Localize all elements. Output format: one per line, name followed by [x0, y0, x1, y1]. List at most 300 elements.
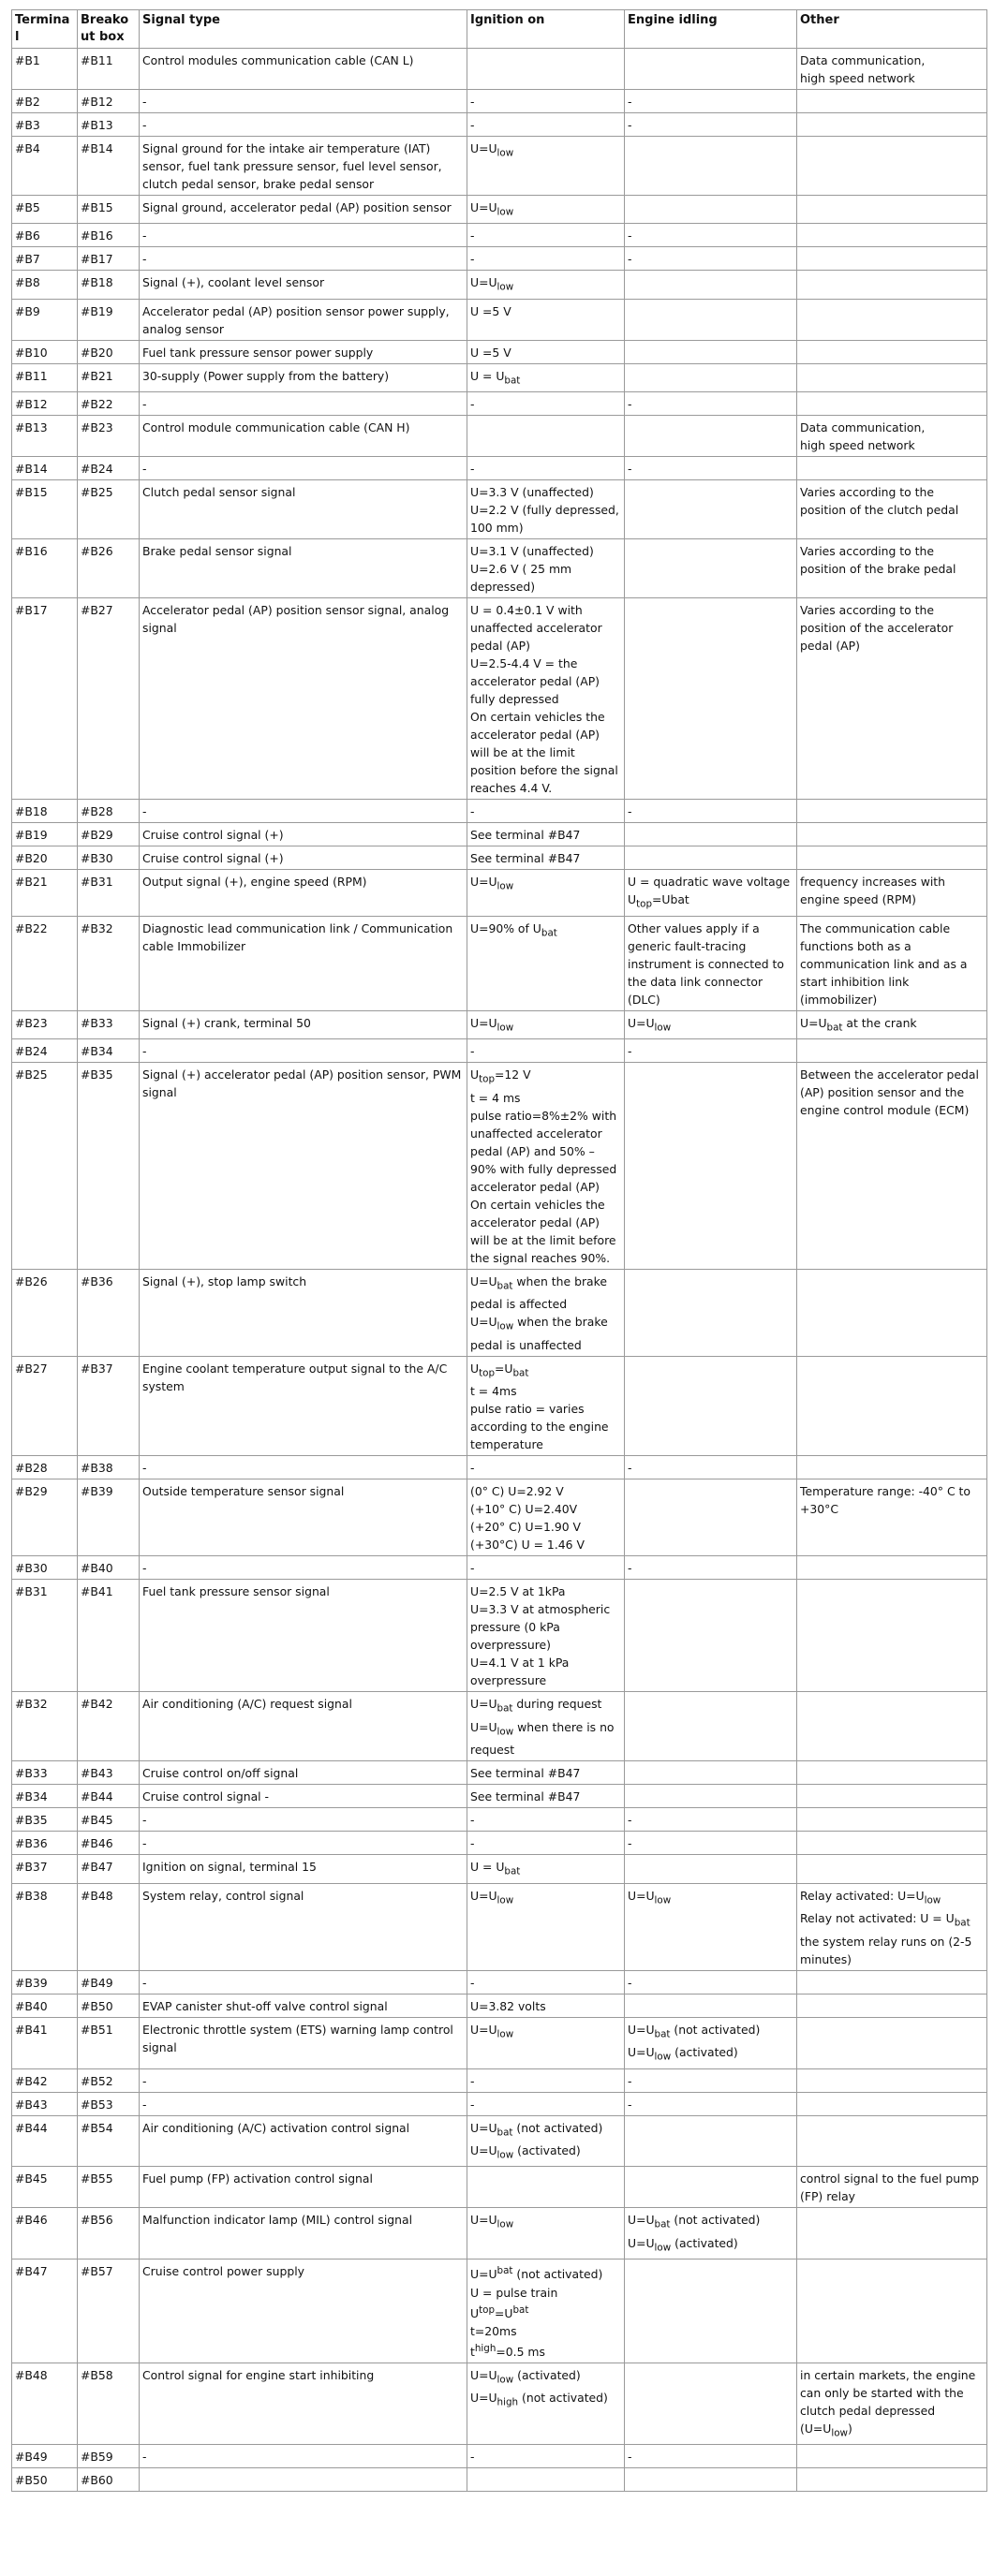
other-cell	[797, 800, 987, 823]
table-row	[12, 2167, 987, 2208]
engine-idling-cell	[625, 224, 797, 247]
table-body	[12, 49, 987, 2492]
table-row	[12, 1883, 987, 1970]
ignition-on-cell-line: $U=U_{low}$	[470, 275, 514, 293]
table-row	[12, 392, 987, 416]
other-cell-line: in certain markets, the engine can only be started with the clutch pedal depressed $(U=U_{low})$	[800, 2367, 976, 2439]
terminal-cell: #B19	[12, 823, 78, 846]
ignition-on-cell-line: $U=U_{low}$ when the brake pedal is unaffected	[470, 1315, 608, 1352]
other-cell-line: Varies according to the position of the clutch pedal	[800, 485, 959, 518]
ignition-on-cell-line: $U=U_{low}$	[470, 2213, 514, 2230]
engine-idling-cell-line: -	[628, 1836, 632, 1851]
breakout-box-cell: #B19	[78, 299, 140, 340]
ignition-on-cell	[467, 1832, 625, 1855]
engine-idling-cell	[625, 1556, 797, 1580]
terminal-cell: #B7	[12, 247, 78, 271]
signal-type-cell: Signal ground, accelerator pedal (AP) position sensor	[140, 196, 467, 224]
engine-idling-cell	[625, 299, 797, 340]
engine-idling-cell	[625, 1832, 797, 1855]
ignition-on-cell-line: -	[470, 1461, 475, 1476]
other-cell	[797, 1808, 987, 1832]
engine-idling-cell-line: $U=U_{low}$ (activated)	[628, 2045, 738, 2063]
table-row	[12, 2115, 987, 2167]
ignition-on-cell	[467, 1063, 625, 1269]
engine-idling-cell	[625, 457, 797, 480]
other-cell	[797, 2167, 987, 2208]
other-cell-line: Data communication,	[800, 53, 926, 67]
other-cell	[797, 1883, 987, 1970]
signal-type-cell: Fuel tank pressure sensor power supply	[140, 340, 467, 363]
breakout-box-cell: #B38	[78, 1456, 140, 1479]
other-cell	[797, 2017, 987, 2068]
breakout-box-cell: #B15	[78, 196, 140, 224]
ignition-on-cell-line: See terminal #B47	[470, 1789, 581, 1804]
ignition-on-cell	[467, 539, 625, 598]
engine-idling-cell-line: -	[628, 1044, 632, 1059]
other-cell	[797, 2468, 987, 2492]
terminal-cell: #B24	[12, 1039, 78, 1063]
engine-idling-cell	[625, 340, 797, 363]
ignition-on-cell	[467, 457, 625, 480]
engine-idling-cell-line: $U=U_{bat}$ (not activated)	[628, 2213, 761, 2230]
other-cell	[797, 247, 987, 271]
terminal-cell: #B27	[12, 1356, 78, 1455]
table-row	[12, 2092, 987, 2115]
signal-type-cell: -	[140, 1456, 467, 1479]
signal-type-cell: Fuel pump (FP) activation control signal	[140, 2167, 467, 2208]
ignition-on-cell-line: See terminal #B47	[470, 851, 581, 866]
terminal-cell: #B20	[12, 846, 78, 870]
ignition-on-cell	[467, 2468, 625, 2492]
engine-idling-cell	[625, 1039, 797, 1063]
engine-idling-cell	[625, 2468, 797, 2492]
other-cell	[797, 1039, 987, 1063]
engine-idling-cell-line: $U=U_{bat}$ (not activated)	[628, 2022, 761, 2040]
ignition-on-cell	[467, 1785, 625, 1808]
terminal-cell: #B10	[12, 340, 78, 363]
ignition-on-cell-line: U=2.6 V ( 25 mm depressed)	[470, 562, 572, 595]
table-row	[12, 416, 987, 457]
other-cell-line: Relay not activated: $U = U_{bat}$	[800, 1911, 971, 1929]
ignition-on-cell-line: U=90% of $U_{bat}$	[470, 920, 557, 939]
engine-idling-cell	[625, 247, 797, 271]
ignition-on-cell-line: -	[470, 1813, 475, 1828]
breakout-box-cell: #B21	[78, 363, 140, 391]
breakout-box-cell: #B32	[78, 916, 140, 1010]
other-cell	[797, 1761, 987, 1785]
ignition-on-cell-line: $U=U_{high}$ (not activated)	[470, 2391, 608, 2408]
signal-type-cell: Control modules communication cable (CAN L)	[140, 49, 467, 90]
engine-idling-cell	[625, 196, 797, 224]
other-cell	[797, 1994, 987, 2017]
breakout-box-cell: #B14	[78, 137, 140, 196]
engine-idling-cell	[625, 539, 797, 598]
breakout-box-cell: #B30	[78, 846, 140, 870]
signal-type-cell: -	[140, 113, 467, 137]
terminal-cell: #B14	[12, 457, 78, 480]
breakout-box-cell: #B41	[78, 1580, 140, 1692]
ignition-on-cell-line: $U^{top}=U^{bat}$	[470, 2304, 529, 2320]
table-row	[12, 2017, 987, 2068]
engine-idling-cell-line: U = quadratic wave voltage	[628, 875, 791, 890]
ignition-on-cell-line: On certain vehicles the accelerator pedal (AP) will be at the limit position before the signal reaches 4.4 V.	[470, 710, 618, 796]
engine-idling-cell-line: -	[628, 95, 632, 109]
signal-type-cell: Cruise control on/off signal	[140, 1761, 467, 1785]
ignition-on-cell	[467, 49, 625, 90]
other-cell	[797, 1785, 987, 1808]
other-cell	[797, 870, 987, 916]
signal-type-cell: Accelerator pedal (AP) position sensor signal, analog signal	[140, 598, 467, 800]
ignition-on-cell-line: $U = U_{bat}$	[470, 1860, 521, 1877]
engine-idling-cell	[625, 1580, 797, 1692]
table-row	[12, 598, 987, 800]
breakout-box-cell: #B37	[78, 1356, 140, 1455]
breakout-box-cell: #B36	[78, 1269, 140, 1356]
ignition-on-cell	[467, 90, 625, 113]
signal-type-cell	[140, 2468, 467, 2492]
terminal-cell: #B35	[12, 1808, 78, 1832]
breakout-box-cell: #B13	[78, 113, 140, 137]
engine-idling-cell	[625, 271, 797, 299]
signal-type-cell: Output signal (+), engine speed (RPM)	[140, 870, 467, 916]
terminal-cell: #B23	[12, 1010, 78, 1038]
table-row	[12, 1456, 987, 1479]
ignition-on-cell	[467, 1556, 625, 1580]
engine-idling-cell	[625, 916, 797, 1010]
ignition-on-cell-line: $t^{high}=0.5$ ms	[470, 2342, 545, 2359]
ignition-on-cell-line: -	[470, 2073, 475, 2088]
header-other: Other	[797, 10, 987, 49]
breakout-box-cell: #B49	[78, 1970, 140, 1994]
engine-idling-cell	[625, 480, 797, 539]
engine-idling-cell	[625, 2167, 797, 2208]
ignition-on-cell	[467, 1580, 625, 1692]
signal-type-cell: -	[140, 1808, 467, 1832]
header-ignition-on: Ignition on	[467, 10, 625, 49]
table-row	[12, 846, 987, 870]
terminal-cell: #B3	[12, 113, 78, 137]
ignition-on-cell	[467, 1356, 625, 1455]
engine-idling-cell	[625, 2068, 797, 2092]
ignition-on-cell	[467, 299, 625, 340]
ignition-on-cell-line: $U=U_{low}$	[470, 2022, 514, 2040]
terminal-cell: #B31	[12, 1580, 78, 1692]
terminal-cell: #B33	[12, 1761, 78, 1785]
ignition-on-cell	[467, 1269, 625, 1356]
other-cell	[797, 1832, 987, 1855]
table-row	[12, 1994, 987, 2017]
other-cell	[797, 113, 987, 137]
terminal-cell: #B36	[12, 1832, 78, 1855]
terminal-cell: #B17	[12, 598, 78, 800]
engine-idling-cell	[625, 1692, 797, 1761]
ignition-on-cell-line: $U=U_{bat}$ (not activated)	[470, 2120, 603, 2138]
ignition-on-cell	[467, 2115, 625, 2167]
breakout-box-cell: #B20	[78, 340, 140, 363]
ignition-on-cell-line: $U_{top}=U_{bat}$	[470, 1361, 529, 1379]
signal-type-cell: -	[140, 2068, 467, 2092]
ignition-on-cell	[467, 137, 625, 196]
ignition-on-cell	[467, 823, 625, 846]
engine-idling-cell	[625, 1883, 797, 1970]
other-cell	[797, 916, 987, 1010]
ignition-on-cell-line: -	[470, 1975, 475, 1990]
engine-idling-cell	[625, 2445, 797, 2468]
engine-idling-cell	[625, 1456, 797, 1479]
breakout-box-cell: #B59	[78, 2445, 140, 2468]
terminal-cell: #B46	[12, 2208, 78, 2260]
engine-idling-cell-line: $U_{top}=Ubat$	[628, 892, 689, 910]
other-cell	[797, 1269, 987, 1356]
terminal-cell: #B50	[12, 2468, 78, 2492]
signal-type-cell: Signal ground for the intake air temperature (IAT) sensor, fuel tank pressure sensor, fuel level sensor, clutch pedal sensor, brake pedal sensor	[140, 137, 467, 196]
other-cell-line: Data communication,	[800, 420, 926, 435]
table-row	[12, 196, 987, 224]
ignition-on-cell-line: $U=U_{low}$ (activated)	[470, 2142, 581, 2161]
other-cell	[797, 846, 987, 870]
ignition-on-cell	[467, 870, 625, 916]
ignition-on-cell-line: -	[470, 1044, 475, 1059]
ignition-on-cell-line: t = 4ms	[470, 1384, 517, 1399]
ignition-on-cell	[467, 1692, 625, 1761]
ignition-on-cell	[467, 2445, 625, 2468]
header-engine-idling: Engine idling	[625, 10, 797, 49]
breakout-box-cell: #B46	[78, 1832, 140, 1855]
breakout-box-cell: #B53	[78, 2092, 140, 2115]
table-row	[12, 2260, 987, 2363]
ignition-on-cell-line: -	[470, 1561, 475, 1576]
ignition-on-cell	[467, 2017, 625, 2068]
breakout-box-cell: #B44	[78, 1785, 140, 1808]
table-row	[12, 1580, 987, 1692]
ignition-on-cell	[467, 340, 625, 363]
engine-idling-cell	[625, 1970, 797, 1994]
terminal-cell: #B42	[12, 2068, 78, 2092]
engine-idling-cell	[625, 1808, 797, 1832]
engine-idling-cell-line: -	[628, 1813, 632, 1828]
other-cell	[797, 2068, 987, 2092]
table-row	[12, 1785, 987, 1808]
engine-idling-cell-line: -	[628, 1561, 632, 1576]
terminal-cell: #B34	[12, 1785, 78, 1808]
table-row	[12, 1556, 987, 1580]
ignition-on-cell-line: -	[470, 804, 475, 819]
ignition-on-cell-line: -	[470, 252, 475, 267]
engine-idling-cell-line: -	[628, 1461, 632, 1476]
other-cell	[797, 823, 987, 846]
engine-idling-cell-line: -	[628, 118, 632, 132]
signal-type-cell: -	[140, 1832, 467, 1855]
ignition-on-cell	[467, 2260, 625, 2363]
breakout-box-cell: #B28	[78, 800, 140, 823]
terminal-cell: #B38	[12, 1883, 78, 1970]
engine-idling-cell	[625, 1269, 797, 1356]
ignition-on-cell-line: See terminal #B47	[470, 828, 581, 843]
ignition-on-cell-line: (+10° C) U=2.40V	[470, 1502, 578, 1517]
ignition-on-cell	[467, 1010, 625, 1038]
breakout-box-cell: #B25	[78, 480, 140, 539]
engine-idling-cell	[625, 1761, 797, 1785]
other-cell	[797, 2260, 987, 2363]
breakout-box-cell: #B27	[78, 598, 140, 800]
signal-type-cell: -	[140, 800, 467, 823]
breakout-box-cell: #B16	[78, 224, 140, 247]
ignition-on-cell-line: U =5 V	[470, 303, 511, 318]
engine-idling-cell-line: -	[628, 228, 632, 243]
engine-idling-cell	[625, 363, 797, 391]
ignition-on-cell	[467, 2208, 625, 2260]
signal-type-cell: EVAP canister shut-off valve control signal	[140, 1994, 467, 2017]
engine-idling-cell	[625, 800, 797, 823]
other-cell	[797, 539, 987, 598]
signal-type-cell: Brake pedal sensor signal	[140, 539, 467, 598]
ignition-on-cell	[467, 1883, 625, 1970]
ignition-on-cell	[467, 416, 625, 457]
signal-type-cell: Clutch pedal sensor signal	[140, 480, 467, 539]
ignition-on-cell-line: $U=U_{low}$	[470, 141, 514, 159]
other-cell	[797, 2445, 987, 2468]
breakout-box-cell: #B47	[78, 1855, 140, 1883]
ignition-on-cell-line: See terminal #B47	[470, 1766, 581, 1781]
breakout-box-cell: #B12	[78, 90, 140, 113]
ignition-on-cell-line: U = pulse train	[470, 2285, 558, 2300]
signal-type-cell: Diagnostic lead communication link / Communication cable Immobilizer	[140, 916, 467, 1010]
engine-idling-cell	[625, 392, 797, 416]
table-row	[12, 247, 987, 271]
engine-idling-cell	[625, 598, 797, 800]
engine-idling-cell	[625, 2115, 797, 2167]
engine-idling-cell-line: -	[628, 397, 632, 412]
terminal-cell: #B37	[12, 1855, 78, 1883]
terminal-cell: #B41	[12, 2017, 78, 2068]
terminal-cell: #B40	[12, 1994, 78, 2017]
breakout-box-cell: #B55	[78, 2167, 140, 2208]
other-cell	[797, 392, 987, 416]
other-cell	[797, 1456, 987, 1479]
terminal-cell: #B18	[12, 800, 78, 823]
ignition-on-cell-line: -	[470, 118, 475, 132]
signal-type-cell: -	[140, 1556, 467, 1580]
signal-table-container	[11, 9, 986, 2492]
breakout-box-cell: #B57	[78, 2260, 140, 2363]
table-header-row	[12, 10, 987, 49]
terminal-cell: #B22	[12, 916, 78, 1010]
signal-type-cell: Signal (+), stop lamp switch	[140, 1269, 467, 1356]
other-cell-line: Relay activated: $U=U_{low}$	[800, 1888, 941, 1906]
breakout-box-cell: #B58	[78, 2363, 140, 2444]
terminal-cell: #B8	[12, 271, 78, 299]
table-row	[12, 2363, 987, 2444]
other-cell-line: frequency increases with engine speed (RPM)	[800, 875, 945, 907]
table-row	[12, 2468, 987, 2492]
table-row	[12, 870, 987, 916]
signal-type-cell: System relay, control signal	[140, 1883, 467, 1970]
terminal-cell: #B45	[12, 2167, 78, 2208]
signal-type-cell: Signal (+) accelerator pedal (AP) position sensor, PWM signal	[140, 1063, 467, 1269]
table-row	[12, 1010, 987, 1038]
ignition-on-cell	[467, 846, 625, 870]
engine-idling-cell	[625, 2363, 797, 2444]
breakout-box-cell: #B51	[78, 2017, 140, 2068]
ignition-on-cell	[467, 113, 625, 137]
other-cell	[797, 363, 987, 391]
ignition-on-cell	[467, 1994, 625, 2017]
breakout-box-cell: #B35	[78, 1063, 140, 1269]
other-cell-line: Varies according to the position of the brake pedal	[800, 544, 956, 577]
ignition-on-cell	[467, 363, 625, 391]
other-cell	[797, 598, 987, 800]
terminal-cell: #B49	[12, 2445, 78, 2468]
signal-type-cell: Air conditioning (A/C) activation control signal	[140, 2115, 467, 2167]
ignition-on-cell-line: pulse ratio = varies according to the engine temperature	[470, 1402, 609, 1452]
table-row	[12, 1356, 987, 1455]
ignition-on-cell	[467, 2167, 625, 2208]
table-row	[12, 1832, 987, 1855]
breakout-box-cell: #B45	[78, 1808, 140, 1832]
table-row	[12, 271, 987, 299]
terminal-cell: #B28	[12, 1456, 78, 1479]
terminal-cell: #B11	[12, 363, 78, 391]
other-cell	[797, 340, 987, 363]
terminal-cell: #B9	[12, 299, 78, 340]
engine-idling-cell	[625, 1010, 797, 1038]
engine-idling-cell-line: $U=U_{low}$	[628, 1888, 672, 1906]
engine-idling-cell-line: -	[628, 804, 632, 819]
ignition-on-cell	[467, 271, 625, 299]
breakout-box-cell: #B39	[78, 1479, 140, 1556]
ignition-on-cell-line: $U_{top}=12$ V	[470, 1067, 531, 1085]
other-cell	[797, 2115, 987, 2167]
other-cell-line: high speed network	[800, 71, 915, 85]
table-row	[12, 539, 987, 598]
signal-type-cell: -	[140, 224, 467, 247]
ignition-on-cell-line: U = 0.4±0.1 V with unaffected accelerator pedal (AP)	[470, 603, 602, 654]
terminal-cell: #B44	[12, 2115, 78, 2167]
engine-idling-cell	[625, 1785, 797, 1808]
engine-idling-cell	[625, 2092, 797, 2115]
ignition-on-cell-line: $U=U_{bat}$ when the brake pedal is affected	[470, 1273, 607, 1312]
engine-idling-cell-line: Other values apply if a generic fault-tracing instrument is connected to the data link connector (DLC)	[628, 920, 784, 1007]
ignition-on-cell-line: $U=U_{low}$	[470, 1015, 514, 1034]
other-cell	[797, 1692, 987, 1761]
table-row	[12, 340, 987, 363]
terminal-cell: #B25	[12, 1063, 78, 1269]
terminal-cell: #B15	[12, 480, 78, 539]
ignition-on-cell-line: $U=U_{low}$	[470, 200, 514, 218]
engine-idling-cell-line: -	[628, 252, 632, 267]
table-row	[12, 2208, 987, 2260]
other-cell-line: high speed network	[800, 438, 915, 453]
table-row	[12, 1479, 987, 1556]
breakout-box-cell: #B42	[78, 1692, 140, 1761]
ignition-on-cell-line: (+30°C) U = 1.46 V	[470, 1538, 585, 1553]
engine-idling-cell	[625, 90, 797, 113]
ignition-on-cell-line: $U=U_{bat}$ during request	[470, 1697, 602, 1715]
other-cell	[797, 2363, 987, 2444]
table-row	[12, 137, 987, 196]
ignition-on-cell-line: U=3.3 V (unaffected)	[470, 485, 594, 500]
other-cell	[797, 416, 987, 457]
other-cell	[797, 1063, 987, 1269]
ignition-on-cell-line: t=20ms	[470, 2323, 517, 2338]
signal-type-cell: Malfunction indicator lamp (MIL) control signal	[140, 2208, 467, 2260]
terminal-signal-table	[11, 9, 987, 2492]
signal-type-cell: 30-supply (Power supply from the battery)	[140, 363, 467, 391]
terminal-cell: #B32	[12, 1692, 78, 1761]
ignition-on-cell-line: $U=U_{low}$	[470, 1888, 514, 1906]
signal-type-cell: Cruise control signal (+)	[140, 846, 467, 870]
ignition-on-cell	[467, 1761, 625, 1785]
